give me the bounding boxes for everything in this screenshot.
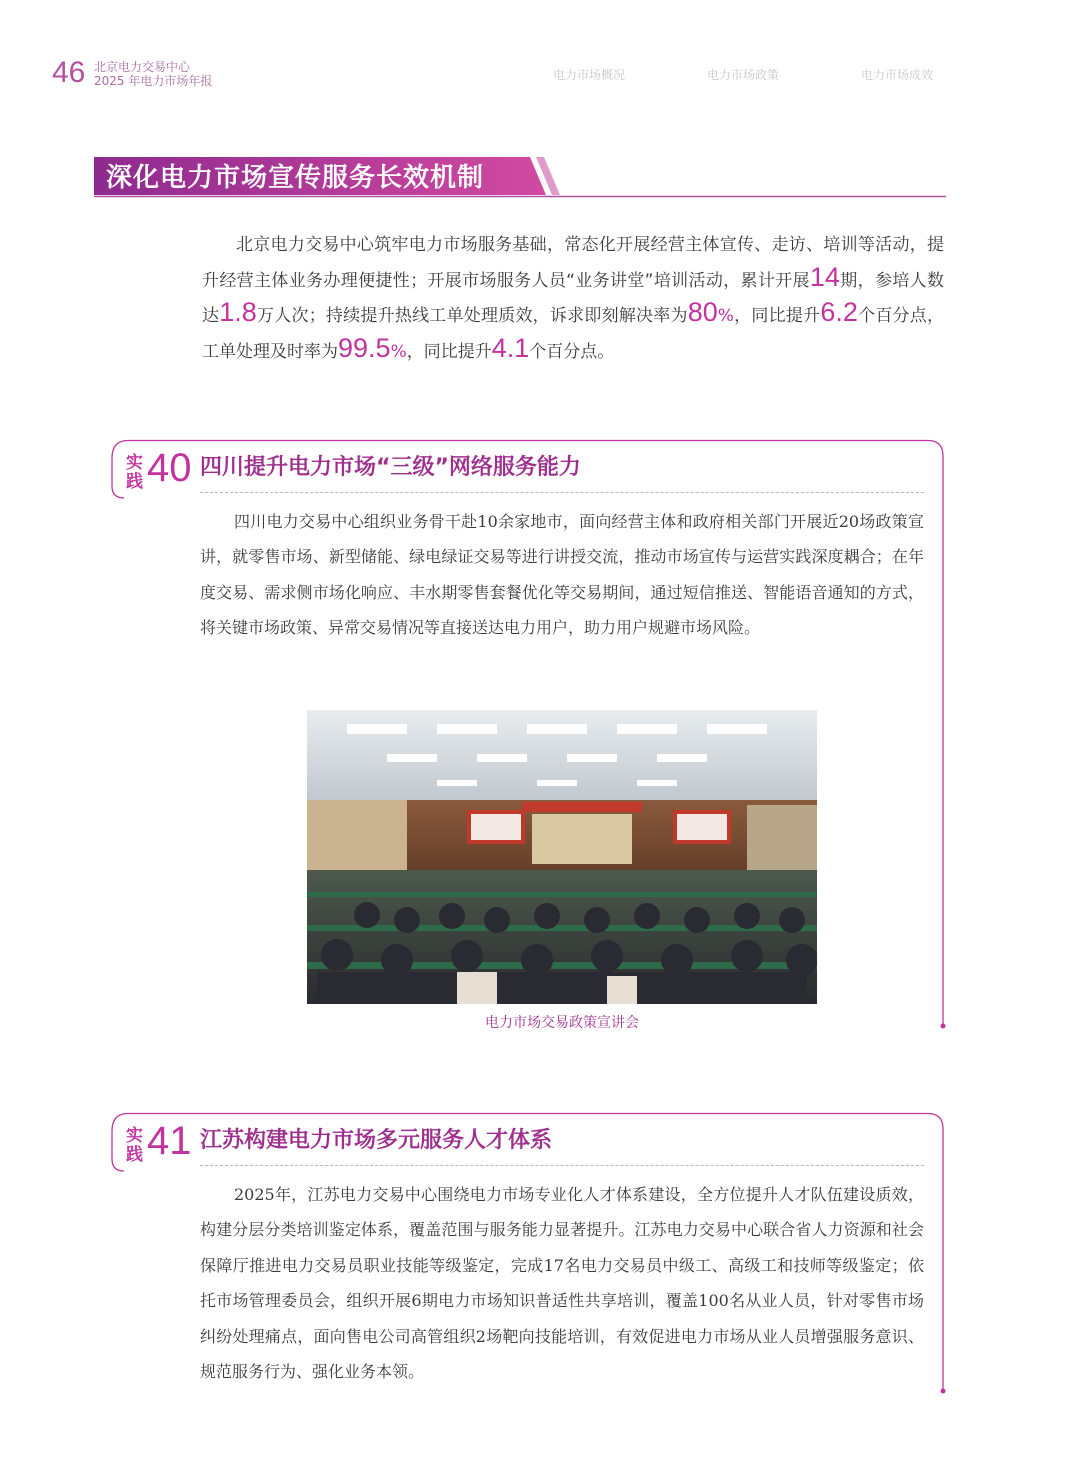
percent-sign: % — [717, 306, 734, 326]
case-tag: 实践 — [126, 453, 143, 492]
intro-text: ，同比提升 — [733, 306, 821, 326]
page-number: 46 — [52, 56, 86, 89]
divider — [200, 1165, 924, 1166]
stat-instant-resolution: 80 — [687, 297, 718, 327]
case-body-text: 2025年，江苏电力交易中心围绕电力市场专业化人才体系建设，全方位提升人才队伍建设质效，构建分层分类培训鉴定体系，覆盖范围与服务能力显著提升。江苏电力交易中心联合省人力资源和社会保障厅推进电力交易员职业技能等级鉴定，完成17名电力交易员中级工、高级工和技师等级鉴定；依托市场管理委员会，组织开展6期电力市场知识普适性共享培训，覆盖100名从业人员，针对零售市场纠纷处理痛点，面向售电公司高管组织2场靶向技能培训，有效促进电力市场从业人员增强服务意识、规范服务行为、强化业务本领。 — [200, 1185, 924, 1382]
stat-sessions: 14 — [809, 261, 840, 292]
page-header — [0, 0, 1080, 110]
intro-text: 期，参培人数达 — [202, 270, 944, 326]
photo-caption: 电力市场交易政策宣讲会 — [485, 1015, 639, 1031]
stat-trainees: 1.8 — [219, 297, 257, 327]
intro-text: 北京电力交易中心筑牢电力市场服务基础，常态化开展经营主体宣传、走访、培训等活动，提升经营主体业务办理便捷性；开展市场服务人员“业务讲堂”培训活动，累计开展 — [202, 235, 944, 291]
case-title: 四川提升电力市场“三级”网络服务能力 — [200, 455, 581, 480]
case-number: 41 — [147, 1119, 192, 1163]
stat-resolution-increase: 6.2 — [820, 297, 858, 327]
case-number: 40 — [147, 446, 192, 490]
intro-paragraph — [202, 228, 944, 370]
intro-text: ，同比提升 — [406, 341, 492, 362]
section-banner — [94, 157, 946, 199]
nav-item-overview[interactable]: 电力市场概况 — [553, 68, 626, 82]
case-body — [200, 1177, 924, 1389]
stat-timeliness: 99.5 — [338, 332, 391, 363]
intro-text: 万人次；持续提升热线工单处理质效，诉求即刻解决率为 — [256, 306, 688, 326]
case-title: 江苏构建电力市场多元服务人才体系 — [200, 1128, 553, 1153]
percent-sign: % — [390, 341, 407, 362]
divider — [200, 492, 924, 493]
org-name: 北京电力交易中心 — [94, 60, 191, 74]
report-identity — [94, 60, 212, 88]
case-body — [200, 504, 924, 646]
intro-text: 个百分点。 — [529, 341, 615, 362]
nav-item-results[interactable]: 电力市场成效 — [860, 68, 933, 82]
section-title: 深化电力市场宣传服务长效机制 — [106, 163, 485, 193]
chapter-nav — [553, 66, 933, 84]
case-body-text: 四川电力交易中心组织业务骨干赴10余家地市，面向经营主体和政府相关部门开展近20场政策宣讲，就零售市场、新型储能、绿电绿证交易等进行讲授交流，推动市场宣传与运营实践深度耦合；在年度交易、需求侧市场化响应、丰水期零售套餐优化等交易期间，通过短信推送、智能语音通知的方式，将关键市场政策、异常交易情况等直接送达电力用户，助力用户规避市场风险。 — [200, 512, 924, 638]
nav-item-policy[interactable]: 电力市场政策 — [706, 68, 779, 82]
conference-photo — [307, 710, 817, 1004]
report-name: 2025 年电力市场年报 — [94, 74, 213, 88]
case-tag: 实践 — [126, 1126, 143, 1165]
case-box-41 — [108, 1113, 946, 1395]
intro-text: 个百分点，工单处理及时率为 — [202, 306, 945, 362]
stat-timeliness-increase: 4.1 — [491, 332, 530, 363]
